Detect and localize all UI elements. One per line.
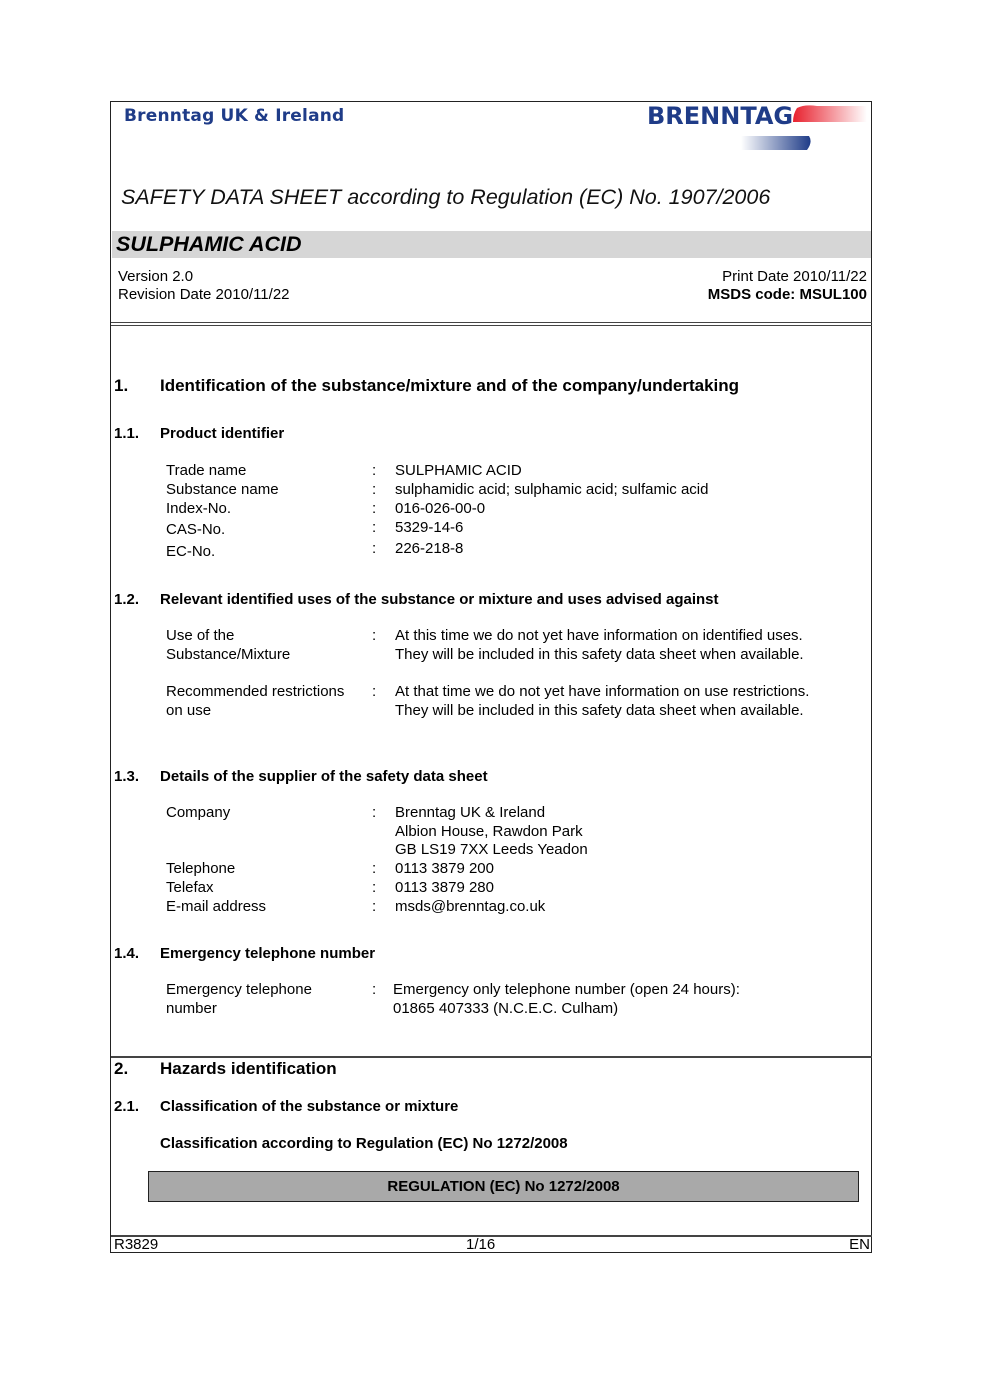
- ec-no-label: EC-No.: [166, 543, 216, 560]
- colon: :: [372, 500, 377, 517]
- company-name: Brenntag UK & Ireland: [124, 106, 345, 126]
- section-1-number: 1.: [114, 376, 129, 395]
- document-title: SAFETY DATA SHEET according to Regulation (EC) No. 1907/2006: [121, 185, 771, 209]
- section-divider: [111, 1056, 872, 1058]
- product-name: SULPHAMIC ACID: [116, 232, 302, 256]
- substance-name-label: Substance name: [166, 481, 279, 498]
- index-no-label: Index-No.: [166, 500, 232, 517]
- header-divider: [111, 322, 872, 323]
- section-1-title: Identification of the substance/mixture and of the company/undertaking: [160, 376, 740, 395]
- substance-name-value: sulphamidic acid; sulphamic acid; sulfamic acid: [395, 481, 709, 498]
- colon: :: [372, 860, 377, 877]
- logo-text: BRENNTAG: [647, 102, 794, 130]
- regulation-table-header-label: REGULATION (EC) No 1272/2008: [387, 1178, 620, 1195]
- print-date: Print Date 2010/11/22: [722, 268, 867, 285]
- company-label: Company: [166, 804, 231, 821]
- msds-code: MSDS code: MSUL100: [707, 286, 867, 303]
- section-2-number: 2.: [114, 1059, 129, 1078]
- subsection-1-1-number: 1.1.: [114, 425, 140, 442]
- email-value: msds@brenntag.co.uk: [395, 898, 546, 915]
- footer-doc-code: R3829: [114, 1236, 159, 1253]
- emergency-value: Emergency only telephone number (open 24 hours):: [393, 981, 740, 998]
- subsection-1-2-title: Relevant identified uses of the substance or mixture and uses advised against: [160, 591, 719, 608]
- use-label-line-2: Substance/Mixture: [166, 646, 291, 663]
- regulation-table-header: [148, 1171, 859, 1202]
- restrictions-value-line-2: They will be included in this safety data sheet when available.: [395, 702, 804, 719]
- subsection-1-2-number: 1.2.: [114, 591, 140, 608]
- telefax-label: Telefax: [166, 879, 214, 896]
- index-no-value: 016-026-00-0: [395, 500, 486, 517]
- colon: :: [372, 540, 377, 557]
- telefax-value: 0113 3879 280: [395, 879, 494, 896]
- section-2-title: Hazards identification: [160, 1059, 337, 1078]
- restrictions-label-line-2: on use: [166, 702, 212, 719]
- use-value-line-2: They will be included in this safety data sheet when available.: [395, 646, 804, 663]
- cas-no-value: 5329-14-6: [395, 519, 464, 536]
- company-address-line: Albion House, Rawdon Park: [395, 823, 583, 840]
- subsection-1-3-number: 1.3.: [114, 768, 140, 785]
- colon: :: [372, 981, 377, 998]
- use-label: Use of the: [166, 627, 235, 644]
- use-value: At this time we do not yet have information on identified uses.: [395, 627, 803, 644]
- cas-no-label: CAS-No.: [166, 521, 226, 538]
- colon: :: [372, 462, 377, 479]
- subsection-1-3-title: Details of the supplier of the safety data sheet: [160, 768, 488, 785]
- emergency-label-line-2: number: [166, 1000, 217, 1017]
- footer-language: EN: [849, 1236, 870, 1253]
- telephone-value: 0113 3879 200: [395, 860, 494, 877]
- footer-page-number: 1/16: [466, 1236, 496, 1253]
- subsection-1-4-title: Emergency telephone number: [160, 945, 376, 962]
- company-address-line: Brenntag UK & Ireland: [395, 804, 546, 821]
- colon: :: [372, 898, 377, 915]
- company-address-line: GB LS19 7XX Leeds Yeadon: [395, 841, 588, 858]
- trade-name-label: Trade name: [166, 462, 247, 479]
- revision-date: Revision Date 2010/11/22: [118, 286, 290, 303]
- colon: :: [372, 627, 377, 644]
- header-divider-2: [111, 325, 872, 326]
- email-label: E-mail address: [166, 898, 267, 915]
- restrictions-value: At that time we do not yet have information on use restrictions.: [395, 683, 810, 700]
- emergency-label: Emergency telephone: [166, 981, 312, 998]
- trade-name-value: SULPHAMIC ACID: [395, 462, 522, 479]
- subsection-1-1-title: Product identifier: [160, 425, 285, 442]
- subsection-1-4-number: 1.4.: [114, 945, 140, 962]
- restrictions-label: Recommended restrictions: [166, 683, 345, 700]
- colon: :: [372, 804, 377, 821]
- version: Version 2.0: [118, 268, 194, 285]
- subsection-2-1-number: 2.1.: [114, 1098, 140, 1115]
- telephone-label: Telephone: [166, 860, 236, 877]
- colon: :: [372, 481, 377, 498]
- colon: :: [372, 683, 377, 700]
- subsection-2-1-title: Classification of the substance or mixture: [160, 1098, 459, 1115]
- brenntag-logo: [647, 102, 867, 152]
- colon: :: [372, 519, 377, 536]
- emergency-number: 01865 407333 (N.C.E.C. Culham): [393, 1000, 619, 1017]
- classification-subtitle: Classification according to Regulation (EC) No 1272/2008: [160, 1135, 568, 1152]
- ec-no-value: 226-218-8: [395, 540, 464, 557]
- colon: :: [372, 879, 377, 896]
